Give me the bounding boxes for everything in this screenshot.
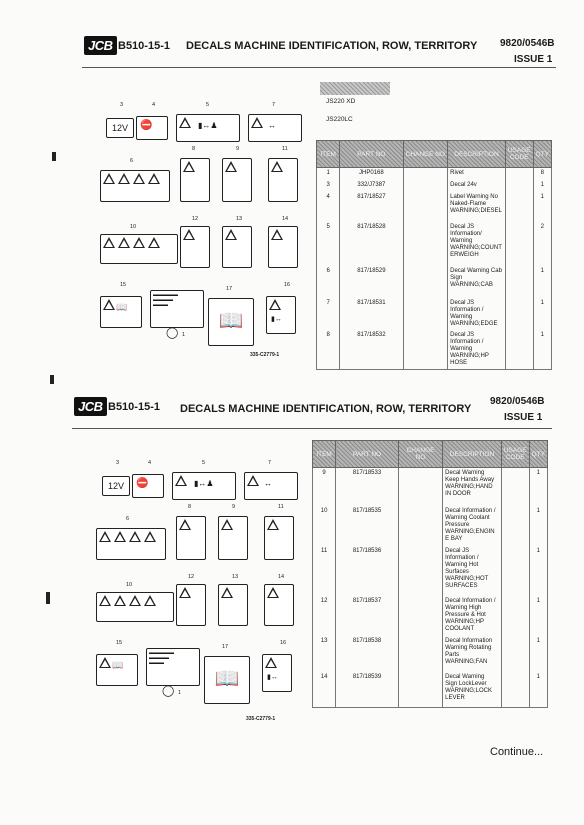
warning-triangle-icon bbox=[267, 519, 279, 530]
column-header: DESCRIPTION bbox=[443, 441, 502, 468]
warning-triangle-icon bbox=[148, 237, 160, 248]
header-rule bbox=[72, 428, 552, 429]
warning-triangle-icon bbox=[183, 229, 195, 240]
decal-engine-bay bbox=[100, 234, 178, 264]
change-no-cell bbox=[398, 596, 442, 636]
document-number: 9820/0546B bbox=[500, 38, 555, 49]
model-name: JS220 XD bbox=[326, 98, 356, 105]
column-header: CHANGE NO bbox=[403, 141, 448, 168]
item-cell: 7 bbox=[317, 298, 340, 330]
callout-number: 4 bbox=[148, 460, 152, 466]
usage-code-cell bbox=[501, 636, 529, 672]
table-row bbox=[317, 192, 552, 222]
change-no-cell bbox=[398, 672, 442, 708]
callout-number: 16 bbox=[284, 282, 291, 288]
decal-cab-warning bbox=[96, 528, 166, 560]
rivet-icon: ◯ bbox=[162, 685, 175, 697]
item-cell: 3 bbox=[317, 180, 340, 192]
callout-number: 7 bbox=[272, 102, 276, 108]
qty-cell: 1 bbox=[529, 506, 547, 546]
margin-mark bbox=[52, 152, 56, 161]
decal-identification-plate bbox=[150, 290, 204, 328]
usage-code-cell bbox=[501, 672, 529, 708]
decal-24v bbox=[102, 476, 130, 496]
table-row bbox=[317, 168, 552, 180]
warning-triangle-icon bbox=[269, 299, 281, 310]
operator-manual bbox=[204, 656, 250, 704]
decal-figure bbox=[92, 458, 312, 728]
warning-triangle-icon bbox=[103, 299, 115, 310]
change-no-cell bbox=[398, 506, 442, 546]
warning-triangle-icon bbox=[148, 173, 160, 184]
decal-counterweight bbox=[172, 472, 236, 500]
margin-mark bbox=[50, 375, 54, 384]
model-header-bar bbox=[320, 82, 390, 95]
warning-triangle-icon bbox=[99, 657, 111, 668]
part-number-cell: 332/J7387 bbox=[340, 180, 403, 192]
callout-number: 6 bbox=[130, 158, 134, 164]
callout-number: 5 bbox=[202, 460, 206, 466]
change-no-cell bbox=[398, 468, 442, 506]
decal-lock-lever bbox=[100, 296, 142, 328]
warning-triangle-icon bbox=[225, 161, 237, 172]
warning-triangle-icon bbox=[114, 531, 126, 542]
item-cell: 8 bbox=[317, 330, 340, 370]
item-cell: 1 bbox=[317, 168, 340, 180]
section-title: DECALS MACHINE IDENTIFICATION, ROW, TERRITORY bbox=[180, 403, 472, 415]
callout-number: 10 bbox=[126, 582, 133, 588]
change-no-cell bbox=[398, 636, 442, 672]
column-header: CHANGE NO bbox=[398, 441, 442, 468]
parts-table bbox=[312, 440, 548, 708]
usage-code-cell bbox=[505, 298, 533, 330]
arrow-icon: ↔ bbox=[268, 121, 276, 130]
voltage-label: 12V bbox=[107, 481, 124, 491]
arrow-icon: ↔ bbox=[264, 479, 272, 488]
callout-number: 6 bbox=[126, 516, 130, 522]
issue-label: ISSUE 1 bbox=[514, 54, 553, 65]
table-row bbox=[317, 266, 552, 298]
table-row bbox=[313, 636, 548, 672]
decal-safety bbox=[262, 654, 292, 692]
warning-triangle-icon bbox=[144, 531, 156, 542]
description-cell: Decal 24v bbox=[448, 180, 506, 192]
decal-fan bbox=[264, 584, 294, 626]
change-no-cell bbox=[403, 222, 448, 266]
warning-triangle-icon bbox=[179, 117, 191, 128]
decal-figure bbox=[96, 100, 316, 370]
part-number-cell: JHP0168 bbox=[340, 168, 403, 180]
warning-triangle-icon bbox=[144, 595, 156, 606]
manual-icon: 📖 bbox=[116, 302, 128, 312]
decal-hp-hose bbox=[222, 158, 252, 202]
description-cell: Rivet bbox=[448, 168, 506, 180]
callout-number: 17 bbox=[226, 286, 233, 292]
column-header: USAGE CODE bbox=[501, 441, 529, 468]
usage-code-cell bbox=[505, 180, 533, 192]
description-cell: Decal Information / Warning High Pressure & Hot WARNING;HP COOLANT bbox=[443, 596, 502, 636]
callout-number: 13 bbox=[236, 216, 243, 222]
decal-cab-warning bbox=[100, 170, 170, 202]
part-number-cell: 817/18537 bbox=[336, 596, 399, 636]
warning-triangle-icon bbox=[99, 595, 111, 606]
decal-cab-sign bbox=[248, 114, 302, 142]
decal-counterweight bbox=[176, 114, 240, 142]
usage-code-cell bbox=[501, 596, 529, 636]
qty-cell: 1 bbox=[533, 330, 551, 370]
section-title: DECALS MACHINE IDENTIFICATION, ROW, TERRITORY bbox=[186, 40, 478, 52]
decal-no-flame bbox=[136, 116, 168, 140]
jcb-logo: JCB bbox=[84, 36, 117, 55]
item-cell: 9 bbox=[313, 468, 336, 506]
part-number-cell: 817/18539 bbox=[336, 672, 399, 708]
warning-triangle-icon bbox=[271, 229, 283, 240]
callout-number: 1 bbox=[178, 690, 182, 696]
callout-number: 3 bbox=[120, 102, 124, 108]
description-cell: Decal Information Warning Rotating Parts WARNING;FAN bbox=[443, 636, 502, 672]
column-header: ITEM bbox=[317, 141, 340, 168]
warning-triangle-icon bbox=[179, 519, 191, 530]
callout-number: 7 bbox=[268, 460, 272, 466]
manual-icon: 📖 bbox=[112, 660, 124, 670]
decal-cab-sign bbox=[244, 472, 298, 500]
arrow-icon: ▮↔ bbox=[271, 316, 282, 323]
part-number-cell: 817/18532 bbox=[340, 330, 403, 370]
callout-number: 12 bbox=[192, 216, 199, 222]
qty-cell: 1 bbox=[529, 546, 547, 596]
change-no-cell bbox=[403, 266, 448, 298]
voltage-label: 12V bbox=[111, 123, 128, 133]
plate-lines: ▬▬▬▬▬ ▬▬▬▬ ▬▬▬ bbox=[149, 650, 174, 666]
callout-number: 4 bbox=[152, 102, 156, 108]
column-header: DESCRIPTION bbox=[448, 141, 506, 168]
table-row bbox=[317, 330, 552, 370]
table-row bbox=[313, 468, 548, 506]
part-number-cell: 817/18538 bbox=[336, 636, 399, 672]
table-row bbox=[317, 222, 552, 266]
part-number-cell: 817/18531 bbox=[340, 298, 403, 330]
operator-manual bbox=[208, 298, 254, 346]
warning-triangle-icon bbox=[221, 519, 233, 530]
callout-number: 9 bbox=[232, 504, 236, 510]
warning-triangle-icon bbox=[267, 587, 279, 598]
item-cell: 4 bbox=[317, 192, 340, 222]
column-header: PART NO bbox=[336, 441, 399, 468]
description-cell: Decal JS Information / Warning Hot Surfaces WARNING;HOT SURFACES bbox=[443, 546, 502, 596]
decal-fan bbox=[268, 226, 298, 268]
table-row bbox=[313, 596, 548, 636]
description-cell: Decal Warning Keep Hands Away WARNING;HAND IN DOOR bbox=[443, 468, 502, 506]
table-row bbox=[313, 546, 548, 596]
warning-triangle-icon bbox=[118, 173, 130, 184]
header-rule bbox=[82, 67, 556, 68]
decal-hand-door bbox=[264, 516, 294, 560]
decal-engine-bay bbox=[96, 592, 174, 622]
callout-number: 1 bbox=[182, 332, 186, 338]
model-name: JS220LC bbox=[326, 116, 353, 123]
usage-code-cell bbox=[505, 192, 533, 222]
qty-cell: 1 bbox=[533, 298, 551, 330]
item-cell: 11 bbox=[313, 546, 336, 596]
warning-triangle-icon bbox=[247, 475, 259, 486]
decal-24v bbox=[106, 118, 134, 138]
decal-safety bbox=[266, 296, 296, 334]
decal-hp-coolant bbox=[222, 226, 252, 268]
warning-triangle-icon bbox=[175, 475, 187, 486]
usage-code-cell bbox=[505, 330, 533, 370]
callout-number: 15 bbox=[116, 640, 123, 646]
qty-cell: 1 bbox=[529, 672, 547, 708]
usage-code-cell bbox=[501, 506, 529, 546]
callout-number: 13 bbox=[232, 574, 239, 580]
part-number-cell: 817/18533 bbox=[336, 468, 399, 506]
callout-number: 3 bbox=[116, 460, 120, 466]
figure-reference: 335-C2779-1 bbox=[250, 352, 280, 358]
change-no-cell bbox=[403, 298, 448, 330]
warning-triangle-icon bbox=[118, 237, 130, 248]
warning-triangle-icon bbox=[129, 595, 141, 606]
qty-cell: 1 bbox=[533, 180, 551, 192]
description-cell: Decal JS Information / Warning WARNING;EDGE bbox=[448, 298, 506, 330]
description-cell: Label Warning No Naked-Flame WARNING;DIESEL bbox=[448, 192, 506, 222]
arrow-icon: ▮↔ bbox=[267, 674, 278, 681]
item-cell: 6 bbox=[317, 266, 340, 298]
issue-label: ISSUE 1 bbox=[504, 412, 543, 423]
part-number-cell: 817/18527 bbox=[340, 192, 403, 222]
section-code: B510-15-1 bbox=[118, 40, 170, 52]
callout-number: 11 bbox=[282, 146, 288, 152]
qty-cell: 2 bbox=[533, 222, 551, 266]
description-cell: Decal JS Information/ Warning WARNING;COUNT ERWEIGH bbox=[448, 222, 506, 266]
part-number-cell: 817/18536 bbox=[336, 546, 399, 596]
column-header: QTY bbox=[529, 441, 547, 468]
callout-number: 9 bbox=[236, 146, 240, 152]
change-no-cell bbox=[403, 168, 448, 180]
book-icon: 📖 bbox=[214, 668, 240, 690]
margin-mark bbox=[46, 592, 50, 604]
warning-triangle-icon bbox=[271, 161, 283, 172]
callout-number: 11 bbox=[278, 504, 284, 510]
decal-edge bbox=[180, 158, 210, 202]
warning-triangle-icon bbox=[265, 657, 277, 668]
qty-cell: 1 bbox=[533, 266, 551, 298]
callout-number: 8 bbox=[192, 146, 196, 152]
column-header: QTY bbox=[533, 141, 551, 168]
description-cell: Decal Warning Cab Sign WARNING;CAB bbox=[448, 266, 506, 298]
qty-cell: 8 bbox=[533, 168, 551, 180]
warning-triangle-icon bbox=[183, 161, 195, 172]
fuel-pump-icon: ⛔ bbox=[140, 120, 153, 131]
description-cell: Decal Warning Sign LockLever WARNING;LOCK LEVER bbox=[443, 672, 502, 708]
warning-triangle-icon bbox=[129, 531, 141, 542]
callout-number: 5 bbox=[206, 102, 210, 108]
part-number-cell: 817/18535 bbox=[336, 506, 399, 546]
table-row bbox=[317, 298, 552, 330]
decal-lock-lever bbox=[96, 654, 138, 686]
figure-reference: 335-C2779-1 bbox=[246, 716, 276, 722]
section-code: B510-15-1 bbox=[108, 401, 160, 413]
decal-identification-plate bbox=[146, 648, 200, 686]
column-header: USAGE CODE bbox=[505, 141, 533, 168]
decal-hand-door bbox=[268, 158, 298, 202]
parts-table bbox=[316, 140, 552, 370]
qty-cell: 1 bbox=[529, 636, 547, 672]
rivet-icon: ◯ bbox=[166, 327, 179, 339]
part-number-cell: 817/18528 bbox=[340, 222, 403, 266]
column-header: PART NO bbox=[340, 141, 403, 168]
decal-hot-surfaces bbox=[180, 226, 210, 268]
usage-code-cell bbox=[505, 222, 533, 266]
callout-number: 12 bbox=[188, 574, 195, 580]
item-cell: 10 bbox=[313, 506, 336, 546]
decal-no-flame bbox=[132, 474, 164, 498]
decal-hp-coolant bbox=[218, 584, 248, 626]
callout-number: 15 bbox=[120, 282, 127, 288]
warning-triangle-icon bbox=[133, 173, 145, 184]
usage-code-cell bbox=[501, 546, 529, 596]
callout-number: 16 bbox=[280, 640, 287, 646]
qty-cell: 1 bbox=[529, 468, 547, 506]
warning-triangle-icon bbox=[103, 237, 115, 248]
column-header: ITEM bbox=[313, 441, 336, 468]
change-no-cell bbox=[403, 192, 448, 222]
warning-triangle-icon bbox=[179, 587, 191, 598]
item-cell: 13 bbox=[313, 636, 336, 672]
description-cell: Decal Information / Warning Coolant Pressure WARNING;ENGIN E BAY bbox=[443, 506, 502, 546]
warning-triangle-icon bbox=[103, 173, 115, 184]
item-cell: 14 bbox=[313, 672, 336, 708]
warning-triangle-icon bbox=[99, 531, 111, 542]
callout-number: 10 bbox=[130, 224, 137, 230]
qty-cell: 1 bbox=[533, 192, 551, 222]
warning-triangle-icon bbox=[251, 117, 263, 128]
callout-number: 17 bbox=[222, 644, 229, 650]
qty-cell: 1 bbox=[529, 596, 547, 636]
document-number: 9820/0546B bbox=[490, 396, 545, 407]
book-icon: 📖 bbox=[218, 310, 244, 332]
change-no-cell bbox=[403, 180, 448, 192]
plate-lines: ▬▬▬▬▬ ▬▬▬▬ ▬▬▬ bbox=[153, 292, 178, 308]
change-no-cell bbox=[403, 330, 448, 370]
callout-number: 14 bbox=[282, 216, 289, 222]
table-row bbox=[313, 672, 548, 708]
fuel-pump-icon: ⛔ bbox=[136, 478, 149, 489]
item-cell: 5 bbox=[317, 222, 340, 266]
usage-code-cell bbox=[501, 468, 529, 506]
usage-code-cell bbox=[505, 266, 533, 298]
jcb-logo: JCB bbox=[74, 397, 107, 416]
part-number-cell: 817/18529 bbox=[340, 266, 403, 298]
continue-label: Continue... bbox=[490, 746, 544, 758]
decal-edge bbox=[176, 516, 206, 560]
warning-triangle-icon bbox=[225, 229, 237, 240]
warning-triangle-icon bbox=[133, 237, 145, 248]
warning-triangle-icon bbox=[114, 595, 126, 606]
person-arrow-icon: ▮↔♟ bbox=[198, 121, 218, 130]
decal-hp-hose bbox=[218, 516, 248, 560]
change-no-cell bbox=[398, 546, 442, 596]
table-row bbox=[313, 506, 548, 546]
table-row bbox=[317, 180, 552, 192]
usage-code-cell bbox=[505, 168, 533, 180]
item-cell: 12 bbox=[313, 596, 336, 636]
callout-number: 14 bbox=[278, 574, 285, 580]
person-arrow-icon: ▮↔♟ bbox=[194, 479, 214, 488]
description-cell: Decal JS Information / Warning WARNING;HP HOSE bbox=[448, 330, 506, 370]
warning-triangle-icon bbox=[221, 587, 233, 598]
decal-hot-surfaces bbox=[176, 584, 206, 626]
callout-number: 8 bbox=[188, 504, 192, 510]
